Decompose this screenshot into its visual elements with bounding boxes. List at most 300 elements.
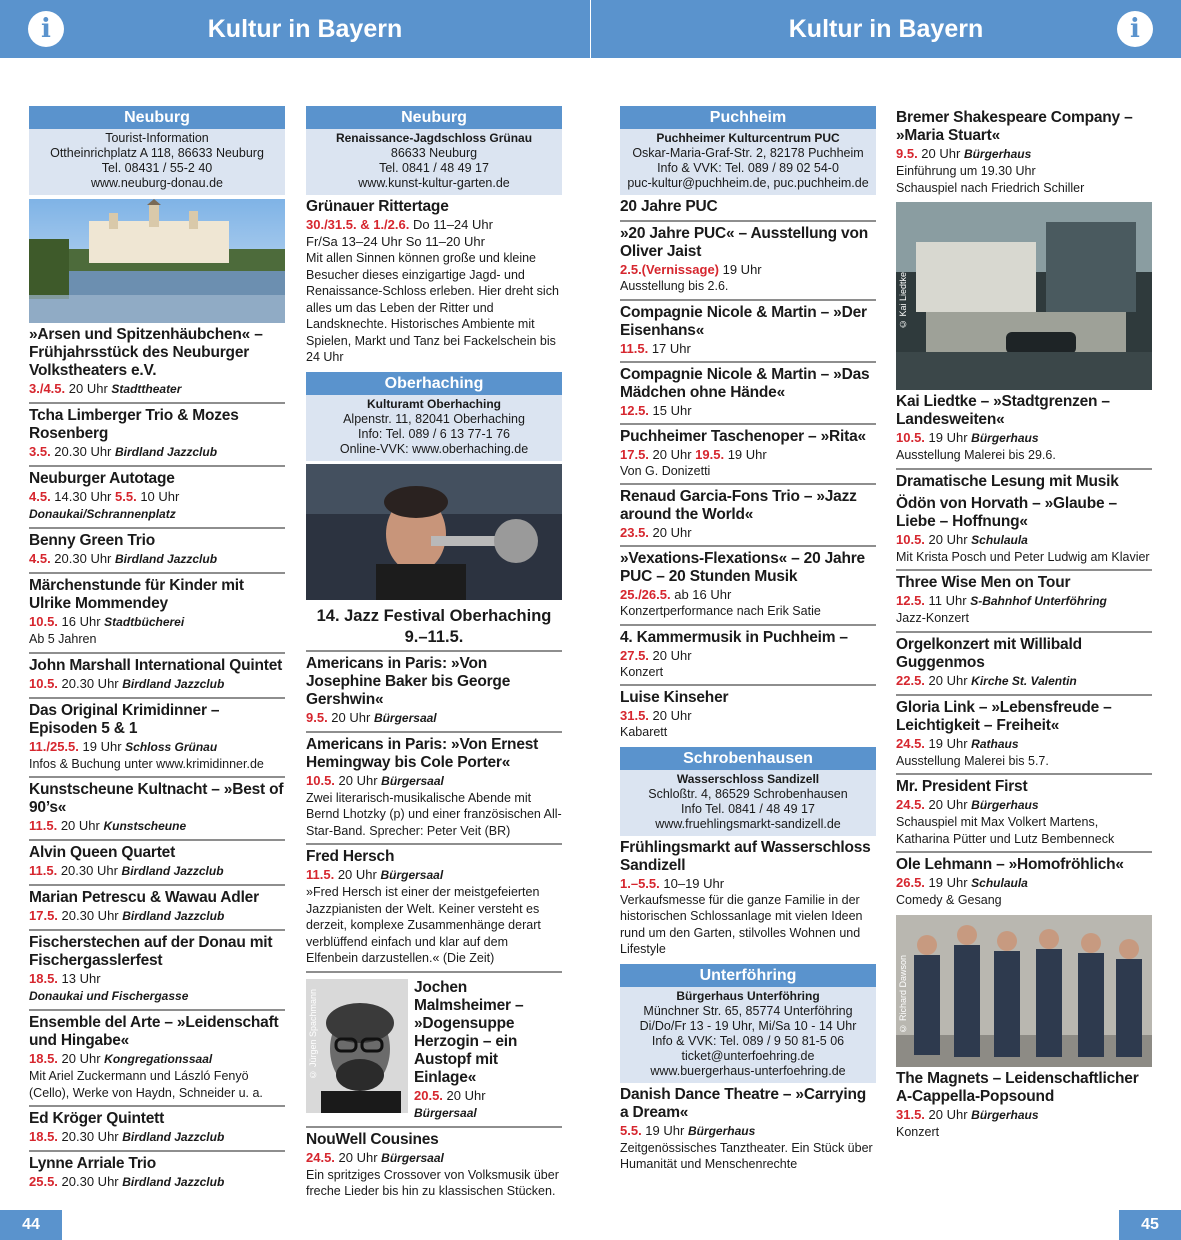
event-venue: Bürgersaal — [373, 710, 437, 725]
venue-box-neuburg — [29, 106, 285, 195]
event-date-highlight: 4.5. — [29, 489, 51, 504]
event-item — [306, 195, 562, 370]
venue-info: Bürgerhaus Unterföhring Münchner Str. 65, 85774 Unterföhring Di/Do/Fr 13 - 19 Uhr, Mi/Sa 10 - 14 Uhr Info & VVK: Tel. 089 / 9 50 81-5 06 ticket@unterfoehring.de www.buergerhaus-unterfoehring.de — [620, 987, 876, 1083]
venue-heading: Schrobenhausen — [620, 747, 876, 770]
event-date-highlight: 5.5. — [115, 489, 137, 504]
event-date — [896, 735, 1152, 753]
event-date — [620, 402, 876, 419]
event-date-highlight: 4.5. — [29, 551, 51, 566]
event-venue: Birdland Jazzclub — [115, 445, 218, 459]
event-time: 13 Uhr — [57, 971, 101, 986]
event-date-highlight: 24.5. — [306, 1149, 335, 1165]
event-date-highlight: 27.5. — [620, 647, 649, 663]
event-title: Americans in Paris: »Von Ernest Hemingway bis Cole Porter« — [306, 735, 539, 771]
event-title: Ed Kröger Quintett — [29, 1110, 165, 1127]
venue-link[interactable]: www.neuburg-donau.de — [90, 176, 224, 190]
event-date — [896, 429, 1152, 447]
header-title: Kultur in Bayern — [788, 14, 984, 43]
event-description: Zeitgenössisches Tanztheater. Ein Stück über Humanität und Menschenrechte — [620, 1140, 873, 1171]
event-list-neuburg — [29, 323, 285, 1195]
event-venue: Birdland Jazzclub — [122, 909, 225, 923]
event-date-highlight: 3./4.5. — [29, 381, 66, 396]
event-malmsheimer — [306, 971, 562, 1126]
trumpet-player-photo — [306, 464, 562, 600]
page-header-right — [591, 0, 1181, 58]
info-logo-icon: i — [1117, 11, 1153, 47]
event-date-highlight: 2.5.(Vernissage) — [620, 262, 719, 277]
event-venue: Stadtbücherei — [104, 615, 185, 629]
event-time: 20 Uhr — [917, 146, 964, 161]
event-item — [896, 631, 1152, 694]
event-item — [896, 694, 1152, 774]
event-title: Alvin Queen Quartet — [29, 844, 176, 861]
event-title: Compagnie Nicole & Martin – »Das Mädchen ohne Hände« — [620, 365, 870, 401]
event-item — [896, 773, 1152, 851]
event-description: Ausstellung Malerei bis 29.6. — [896, 448, 1056, 462]
event-venue: Bürgerhaus — [971, 431, 1039, 445]
event-description: Mit allen Sinnen können große und kleine Besucher dieses einzigartige Jagd- und Renaissance-Schloss erleben. Hier dreht sich alles um das Leben der Ritter und Landsknechte. Historisches Ambiente mit Spielen, Markt und Tanz bei Fackelschein bis 24 Uhr — [306, 251, 559, 364]
event-description: Ausstellung Malerei bis 5.7. — [896, 753, 1049, 768]
event-title: Danish Dance Theatre – »Carrying a Dream« — [620, 1085, 866, 1121]
event-title: Ödön von Horvath – »Glaube – Liebe – Hoffnung« — [896, 494, 1117, 530]
event-item — [29, 323, 285, 402]
event-title: Renaud Garcia-Fons Trio – »Jazz around the World« — [620, 488, 857, 523]
event-title: Dramatische Lesung mit Musik — [896, 472, 1119, 490]
event-venue: Kirche St. Valentin — [971, 673, 1077, 688]
event-date-highlight: 31.5. — [896, 1106, 925, 1122]
event-item — [29, 929, 285, 1009]
event-description: Ein spritziges Crossover von Volksmusik über freche Lieder bis hin zu klassischen Stücken. — [306, 1167, 559, 1198]
event-item — [896, 106, 1152, 200]
photo-credit: © Richard Dawson — [898, 954, 908, 1034]
event-time: 19 Uhr — [924, 875, 972, 890]
photo-credit: © Jürgen Spachmann — [308, 988, 318, 1080]
event-date — [29, 613, 285, 631]
venue-email[interactable]: ticket@unterfoehring.de — [681, 1048, 815, 1063]
event-list-schrobenhausen — [620, 836, 876, 962]
event-venue: Rathaus — [971, 736, 1019, 751]
event-date-highlight: 24.5. — [896, 735, 925, 751]
event-item — [620, 836, 876, 962]
event-time: 20 Uhr — [648, 446, 696, 462]
event-title: John Marshall International Quintet — [29, 656, 283, 674]
event-date-highlight: 23.5. — [620, 525, 649, 540]
header-title: Kultur in Bayern — [207, 14, 403, 43]
event-date — [29, 488, 285, 505]
event-description: Verkaufsmesse für die ganze Familie in der historischen Schlossanlage mit vielen Ideen rund um den Garten, stilvolles Wohnen und Lifestyle — [620, 892, 863, 956]
event-time: 20.30 Uhr — [57, 675, 123, 691]
event-date-highlight: 5.5. — [620, 1122, 642, 1138]
event-description: Schauspiel mit Max Volkert Martens, Katharina Pütter und Lutz Bembenneck — [896, 815, 1115, 846]
event-description: Ausstellung bis 2.6. — [620, 279, 729, 293]
event-date — [29, 970, 285, 987]
event-item — [29, 402, 285, 465]
event-date-highlight: 18.5. — [29, 1051, 58, 1066]
event-item — [896, 851, 1152, 913]
event-item — [29, 1009, 285, 1105]
venue-info: Renaissance-Jagdschloss Grünau 86633 Neuburg Tel. 0841 / 48 49 17 www.kunst-kultur-garten.de — [306, 129, 562, 195]
event-time: 20 Uhr — [648, 525, 692, 540]
event-title: 4. Kammermusik in Puchheim – — [620, 628, 848, 646]
event-date-highlight: 31.5. — [620, 708, 649, 723]
event-time: 20 Uhr — [334, 772, 382, 788]
venue-heading: Neuburg — [29, 106, 285, 129]
event-title: Neuburger Autotage — [29, 470, 175, 487]
event-list-puchheim — [620, 195, 876, 745]
event-list-unterfoehring — [620, 1083, 876, 1177]
event-time: 20 Uhr — [924, 1106, 972, 1122]
event-date — [306, 866, 562, 884]
venue-link[interactable]: www.buergerhaus-unterfoehring.de — [650, 1063, 846, 1078]
event-time: Do 11–24 Uhr — [409, 217, 493, 232]
page-number-right: 45 — [1119, 1210, 1181, 1240]
event-venue: Bürgersaal — [414, 1105, 477, 1120]
event-title: »20 Jahre PUC« – Ausstellung von Oliver Jaist — [620, 225, 869, 260]
event-item — [306, 1126, 562, 1204]
column-1 — [29, 106, 285, 1195]
event-title: NouWell Cousines — [306, 1130, 439, 1148]
event-venue: Donaukai und Fischergasse — [29, 989, 189, 1003]
event-date-highlight: 11./25.5. — [29, 738, 79, 754]
event-time: 20 Uhr — [334, 867, 381, 882]
event-time: 17 Uhr — [648, 340, 691, 356]
event-item — [29, 884, 285, 929]
event-date — [29, 1128, 285, 1146]
event-date-highlight: 9.5. — [306, 709, 328, 725]
painting-photo — [896, 202, 1152, 390]
event-time: 10 Uhr — [136, 489, 180, 504]
event-item — [29, 697, 285, 777]
event-date — [306, 709, 562, 727]
event-time: 20 Uhr — [648, 647, 692, 663]
venue-info: Tourist-Information Ottheinrichplatz A 118, 86633 Neuburg Tel. 08431 / 55-2 40 www.neuburg-donau.de — [29, 129, 285, 195]
venue-box-unterfoehring — [620, 964, 876, 1083]
event-item — [29, 572, 285, 652]
venue-box-oberhaching — [306, 372, 562, 461]
event-venue: Schulaula — [971, 876, 1028, 890]
page-header-left — [0, 0, 590, 58]
event-date-highlight: 11.5. — [29, 818, 58, 833]
event-time: 19 Uhr — [78, 738, 126, 754]
event-time: 20.30 Uhr — [50, 551, 116, 566]
event-venue: Bürgersaal — [381, 1150, 444, 1165]
event-date-highlight: 12.5. — [620, 402, 649, 418]
event-date-highlight: 19.5. — [695, 446, 725, 462]
event-title: 20 Jahre PUC — [620, 198, 718, 215]
event-title: Compagnie Nicole & Martin – »Der Eisenhans« — [620, 303, 867, 339]
event-description: Ab 5 Jahren — [29, 632, 97, 646]
venue-heading: Puchheim — [620, 106, 876, 129]
venue-box-gruenau — [306, 106, 562, 195]
event-description: Jazz-Konzert — [896, 611, 969, 625]
event-date — [620, 1122, 876, 1140]
event-list-oberhaching — [306, 650, 562, 971]
event-item — [620, 545, 876, 624]
event-description: »Fred Hersch ist einer der meistgefeierten Jazzpianisten der Welt. Keiner versteht es derzeit, komplexe Zusammenhänge derart verblüffend einfach und klar auf dem Elfenbein darzustellen.« (Die Zeit) — [306, 885, 541, 965]
event-time: ab 16 Uhr — [670, 587, 732, 602]
venue-info: Kulturamt Oberhaching Alpenstr. 11, 82041 Oberhaching Info: Tel. 089 / 6 13 77-1 76 Online-VVK: www.oberhaching.de — [306, 395, 562, 461]
event-date-highlight: 11.5. — [620, 340, 649, 356]
event-description: Zwei literarisch-musikalische Abende mit Bernd Lhotzky (p) und einer französischen All-Star-Band. Sprecher: Peter Veit (BR) — [306, 790, 562, 838]
event-venue: S-Bahnhof Unterföhring — [970, 594, 1107, 608]
event-item — [306, 843, 562, 971]
event-title: »Vexations-Flexations« – 20 Jahre PUC – 20 Stunden Musik — [620, 550, 865, 585]
event-description: Von G. Donizetti — [620, 463, 711, 478]
venue-info: Wasserschloss Sandizell Schloßtr. 4, 86529 Schrobenhausen Info Tel. 0841 / 48 49 17 www.fruehlingsmarkt-sandizell.de — [620, 770, 876, 836]
event-venue: Bürgerhaus — [687, 1123, 756, 1138]
event-description: Schauspiel nach Friedrich Schiller — [896, 180, 1085, 195]
event-item — [620, 624, 876, 685]
event-date — [896, 874, 1152, 892]
event-date — [896, 796, 1152, 814]
event-date-highlight: 9.5. — [896, 146, 918, 161]
event-description: Konzertperformance nach Erik Satie — [620, 604, 821, 618]
venue-link[interactable]: puc-kultur@puchheim.de, puc.puchheim.de — [627, 176, 869, 190]
event-title: Benny Green Trio — [29, 532, 155, 549]
event-date — [620, 340, 876, 357]
event-item — [29, 1105, 285, 1150]
event-title: Puchheimer Taschenoper – »Rita« — [620, 427, 866, 445]
event-time: 19 Uhr — [924, 430, 972, 445]
event-date — [896, 592, 1152, 610]
event-date-highlight: 17.5. — [620, 446, 649, 462]
event-description: Konzert — [620, 664, 664, 679]
event-description: Einführung um 19.30 Uhr — [896, 164, 1036, 178]
event-title: Ensemble del Arte – »Leidenschaft und Hingabe« — [29, 1014, 279, 1049]
event-time: 20 Uhr — [57, 1051, 105, 1066]
event-venue: Birdland Jazzclub — [121, 864, 224, 878]
event-item — [29, 1150, 285, 1195]
venue-link[interactable]: www.fruehlingsmarkt-sandizell.de — [655, 816, 841, 831]
event-date — [620, 524, 876, 541]
event-date — [896, 672, 1152, 690]
event-date-highlight: 10.5. — [29, 675, 58, 691]
event-item — [896, 1067, 1152, 1145]
event-date-highlight: 10.5. — [896, 430, 925, 445]
page-number-left: 44 — [0, 1210, 62, 1240]
event-date-highlight: 22.5. — [896, 672, 925, 688]
event-time: 20 Uhr — [334, 1149, 382, 1165]
event-date-highlight: 11.5. — [306, 867, 335, 882]
column-4 — [896, 106, 1152, 1144]
event-date — [620, 446, 876, 463]
event-venue: Birdland Jazzclub — [122, 1175, 225, 1189]
event-venue-line — [29, 505, 285, 523]
event-item — [896, 495, 1152, 570]
event-list-unterfoehring-2 — [896, 390, 1152, 913]
event-list-magnets — [896, 1067, 1152, 1145]
event-title: Tcha Limberger Trio & Mozes Rosenberg — [29, 407, 239, 442]
event-time: 19 Uhr — [724, 446, 767, 462]
event-time: Fr/Sa 13–24 Uhr So 11–20 Uhr — [306, 234, 485, 249]
event-time: 19 Uhr — [641, 1122, 688, 1138]
event-date — [29, 817, 285, 835]
event-date — [29, 862, 285, 880]
event-venue-line — [29, 987, 285, 1005]
event-description: Infos & Buchung unter www.krimidinner.de — [29, 756, 264, 771]
event-date-highlight: 26.5. — [896, 875, 925, 890]
event-item — [896, 390, 1152, 468]
event-title: Bremer Shakespeare Company – »Maria Stuart« — [896, 109, 1133, 144]
event-date — [620, 261, 876, 278]
event-date-highlight: 10.5. — [29, 614, 58, 629]
event-title: »Arsen und Spitzenhäubchen« – Frühjahrsstück des Neuburger Volkstheaters e.V. — [29, 326, 263, 379]
event-venue: Stadttheater — [111, 382, 182, 396]
event-date-highlight: 30./31.5. & 1./2.6. — [306, 217, 410, 232]
event-date — [306, 1149, 562, 1167]
event-date-highlight: 10.5. — [896, 531, 925, 547]
event-list-nouwell — [306, 1126, 562, 1204]
event-item — [896, 468, 1152, 495]
event-venue: Kunstscheune — [103, 819, 187, 833]
event-item — [620, 220, 876, 299]
event-item — [29, 776, 285, 839]
event-date — [29, 443, 285, 461]
event-date — [29, 550, 285, 568]
event-item — [620, 483, 876, 545]
event-date — [29, 675, 285, 693]
event-venue: Bürgerhaus — [971, 1107, 1039, 1122]
event-date — [29, 738, 285, 756]
event-title: Jochen Malmsheimer – »Dogensuppe Herzogin – ein Austopf mit Einlage« — [414, 978, 524, 1086]
event-venue: Bürgersaal — [380, 868, 444, 882]
venue-box-puchheim — [620, 106, 876, 195]
event-title: Orgelkonzert mit Willibald Guggenmos — [896, 635, 1082, 671]
event-time: 20.30 Uhr — [57, 1129, 123, 1144]
event-item — [306, 650, 562, 731]
castle-photo — [29, 199, 285, 323]
event-date-highlight: 12.5. — [896, 593, 925, 608]
event-time: 20 Uhr — [327, 709, 374, 725]
event-date — [620, 647, 876, 664]
event-time: 20 Uhr — [924, 672, 972, 688]
event-title: Lynne Arriale Trio — [29, 1155, 157, 1172]
event-venue: Birdland Jazzclub — [115, 552, 218, 566]
event-item — [306, 731, 562, 844]
event-date — [896, 531, 1152, 549]
event-date — [29, 907, 285, 925]
event-time: 14.30 Uhr — [50, 489, 116, 504]
event-time: 20.30 Uhr — [50, 444, 116, 459]
event-time: 20.30 Uhr — [57, 1174, 123, 1189]
event-item — [620, 684, 876, 745]
event-title: Americans in Paris: »Von Josephine Baker bis George Gershwin« — [306, 654, 511, 708]
event-date — [306, 772, 562, 790]
venue-heading: Neuburg — [306, 106, 562, 129]
event-time: 15 Uhr — [648, 402, 692, 418]
event-time: 20 Uhr — [648, 708, 692, 723]
left-page — [0, 0, 590, 1240]
event-title: Luise Kinseher — [620, 689, 729, 706]
venue-heading: Unterföhring — [620, 964, 876, 987]
photo-credit: © Kai Liedtke — [898, 272, 908, 330]
column-2 — [306, 106, 562, 1204]
event-time: 20.30 Uhr — [57, 908, 123, 923]
event-title: Grünauer Rittertage — [306, 198, 449, 215]
event-venue: Kongregationssaal — [104, 1052, 213, 1066]
event-time: 20.30 Uhr — [57, 863, 122, 878]
event-date-highlight: 10.5. — [306, 772, 335, 788]
event-time: 20 Uhr — [924, 531, 972, 547]
event-date-highlight: 18.5. — [29, 1129, 58, 1144]
event-title: Frühlingsmarkt auf Wasserschloss Sandizell — [620, 838, 871, 874]
event-time: 20 Uhr — [924, 797, 972, 812]
event-venue: Birdland Jazzclub — [122, 676, 225, 691]
venue-heading: Oberhaching — [306, 372, 562, 395]
event-item — [29, 465, 285, 527]
event-venue: Bürgerhaus — [971, 798, 1039, 812]
event-title: Fred Hersch — [306, 848, 395, 865]
event-description: Mit Ariel Zuckermann und László Fenyö (Cello), Werke von Haydn, Schneider u. a. — [29, 1069, 263, 1100]
event-title: Das Original Krimidinner – Episoden 5 & 1 — [29, 701, 220, 737]
event-description: Kabarett — [620, 725, 668, 739]
event-item — [620, 299, 876, 361]
event-date — [620, 875, 876, 892]
event-date-highlight: 17.5. — [29, 908, 58, 923]
info-logo-icon: i — [28, 11, 64, 47]
event-date — [896, 1106, 1152, 1124]
event-time: 11 Uhr — [924, 593, 971, 608]
event-item — [896, 569, 1152, 631]
the-magnets-photo — [896, 915, 1152, 1067]
event-date: 20.5. 20 Uhr — [414, 1087, 486, 1103]
event-time: 16 Uhr — [57, 614, 105, 629]
event-date-highlight: 3.5. — [29, 444, 51, 459]
event-date-highlight: 25.5. — [29, 1174, 58, 1189]
event-item — [620, 361, 876, 423]
event-item — [620, 195, 876, 220]
event-title: Kai Liedtke – »Stadtgrenzen – Landesweiten« — [896, 393, 1110, 428]
event-venue: Donaukai/Schrannenplatz — [29, 507, 176, 521]
event-item — [620, 423, 876, 484]
venue-info: Puchheimer Kulturcentrum PUC Oskar-Maria-Graf-Str. 2, 82178 Puchheim Info & VVK: Tel. 089 / 89 02 54-0 puc-kultur@puchheim.de, puc.puchheim.de — [620, 129, 876, 195]
event-date-highlight: 24.5. — [896, 797, 925, 812]
event-date — [620, 586, 876, 603]
event-date — [29, 1173, 285, 1191]
event-venue: Bürgersaal — [381, 773, 444, 788]
event-venue: Schloss Grünau — [125, 739, 218, 754]
event-title: Ole Lehmann – »Homofröhlich« — [896, 856, 1124, 873]
event-item — [29, 652, 285, 697]
event-date — [29, 1050, 285, 1068]
event-venue: Bürgerhaus — [963, 147, 1032, 161]
event-date — [620, 707, 876, 724]
event-venue: Birdland Jazzclub — [122, 1130, 225, 1144]
event-title: Three Wise Men on Tour — [896, 574, 1071, 591]
venue-link[interactable]: Online-VVK: www.oberhaching.de — [339, 441, 529, 456]
event-description: Konzert — [896, 1124, 940, 1139]
festival-title: 14. Jazz Festival Oberhaching 9.–11.5. — [316, 606, 552, 646]
event-description: Comedy & Gesang — [896, 893, 1002, 907]
event-list-shakespeare — [896, 106, 1152, 200]
column-3 — [620, 106, 876, 1177]
event-title: Marian Petrescu & Wawau Adler — [29, 889, 259, 906]
malmsheimer-photo — [306, 979, 408, 1113]
event-time: 10–19 Uhr — [659, 875, 725, 891]
event-item — [29, 527, 285, 572]
event-time: 20 Uhr — [57, 818, 104, 833]
event-date — [896, 145, 1152, 163]
venue-link[interactable]: www.kunst-kultur-garten.de — [358, 176, 510, 190]
event-title: Mr. President First — [896, 778, 1028, 795]
event-title: Fischerstechen auf der Donau mit Fischergasslerfest — [29, 934, 273, 969]
event-title: Märchenstunde für Kinder mit Ulrike Mommendey — [29, 577, 244, 612]
event-date — [29, 380, 285, 398]
event-date-highlight: 1.–5.5. — [620, 875, 660, 891]
event-date — [306, 216, 562, 233]
venue-box-schrobenhausen — [620, 747, 876, 836]
event-description: Mit Krista Posch und Peter Ludwig am Klavier — [896, 549, 1150, 564]
